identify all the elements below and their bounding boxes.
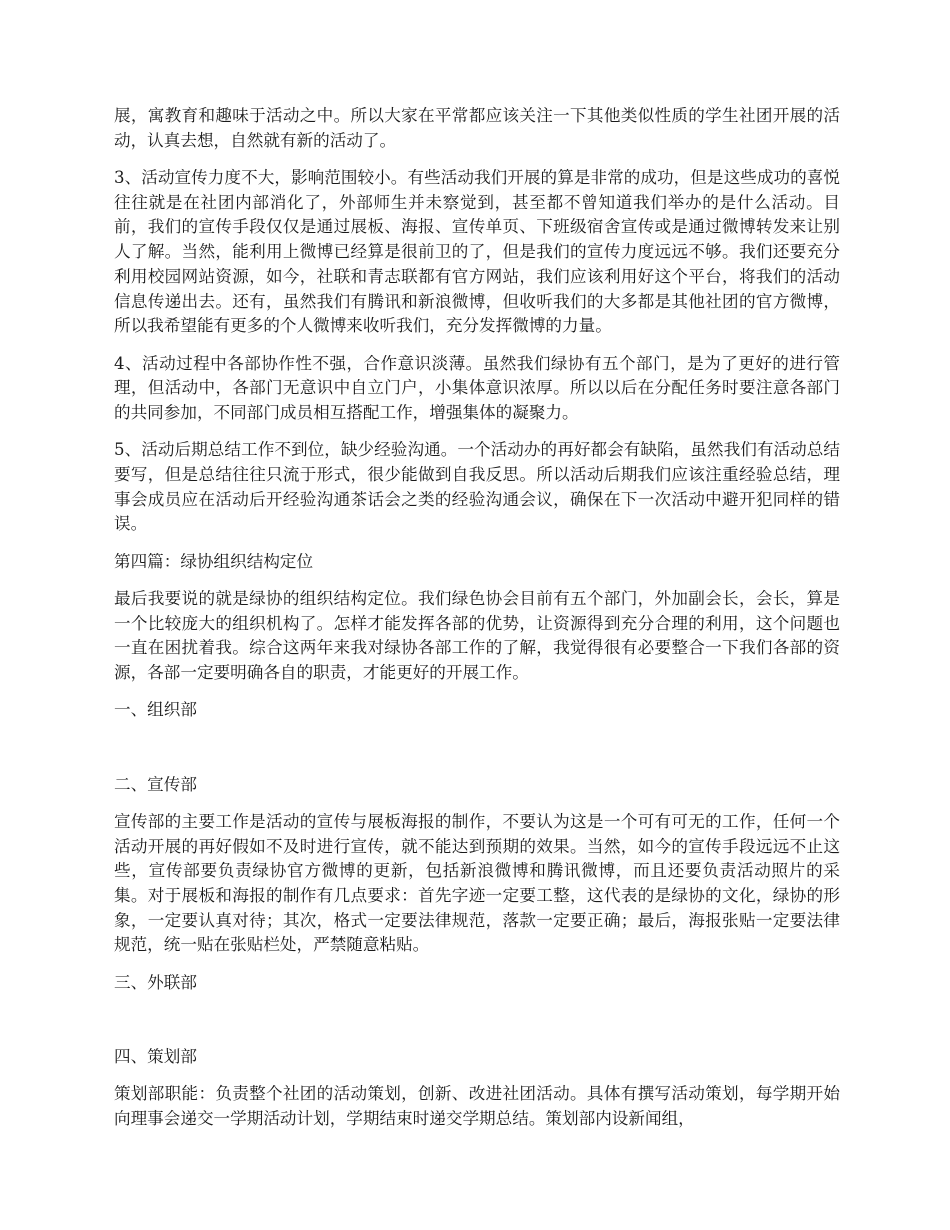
subheading-planning-dept: 四、策划部: [114, 1047, 197, 1067]
subheading-publicity-dept: 二、宣传部: [114, 774, 197, 794]
document-body: [114, 104, 840, 1144]
paragraph-point-3: 3、活动宣传力度不大，影响范围较小。有些活动我们开展的算是非常的成功，但是这些成功的喜悦往往就是在社团内部消化了，外部师生并未察觉到，甚至都不曾知道我们举办的是什么活动。目前，我们的宣传手段仅仅是通过展板、海报、宣传单页、下班级宿舍宣传或是通过微博转发来让别人了解。当然，能利用上微博已经算是很前卫的了，但是我们的宣传力度远远不够。我们还要充分利用校园网站资源，如今，社联和青志联都有官方网站，我们应该利用好这个平台，将我们的活动信息传递出去。还有，虽然我们有腾讯和新浪微博，但收听我们的大多都是其他社团的官方微博，所以我希望能有更多的个人微博来收听我们，充分发挥微博的力量。: [114, 168, 840, 336]
paragraph-publicity-dept: 宣传部的主要工作是活动的宣传与展板海报的制作，不要认为这是一个可有可无的工作，任何一个活动开展的再好假如不及时进行宣传，就不能达到预期的效果。当然，如今的宣传手段远远不止这些，宣传部要负责绿协官方微博的更新，包括新浪微博和腾讯微博，而且还要负责活动照片的采集。对于展板和海报的制作有几点要求：首先字迹一定要工整，这代表的是绿协的文化，绿协的形象，一定要认真对待；其次，格式一定要法律规范，落款一定要正确；最后，海报张贴一定要法律规范，统一贴在张贴栏处，严禁随意粘贴。: [114, 811, 840, 955]
section-heading-part-four: 第四篇：绿协组织结构定位: [114, 551, 314, 571]
paragraph-intro-continuation: 展，寓教育和趣味于活动之中。所以大家在平常都应该关注一下其他类似性质的学生社团开展的活动，认真去想，自然就有新的活动了。: [114, 106, 840, 150]
paragraph-point-5: 5、活动后期总结工作不到位，缺少经验沟通。一个活动办的再好都会有缺陷，虽然我们有活动总结要写，但是总结往往只流于形式，很少能做到自我反思。所以活动后期我们应该注重经验总结，理事会成员应在活动后开经验沟通茶话会之类的经验沟通会议，确保在下一次活动中避开犯同样的错误。: [114, 440, 840, 534]
subheading-external-relations-dept: 三、外联部: [114, 972, 197, 992]
paragraph-structure-intro: 最后我要说的就是绿协的组织结构定位。我们绿色协会目前有五个部门，外加副会长，会长，算是一个比较庞大的组织机构了。怎样才能发挥各部的优势，让资源得到充分合理的利用，这个问题也一直在困扰着我。综合这两年来我对绿协各部工作的了解，我觉得很有必要整合一下我们各部的资源，各部一定要明确各自的职责，才能更好的开展工作。: [114, 588, 840, 683]
blank-space: [114, 1008, 840, 1045]
paragraph-planning-dept: 策划部职能：负责整个社团的活动策划，创新、改进社团活动。具体有撰写活动策划，每学期开始向理事会递交一学期活动计划，学期结束时递交学期总结。策划部内设新闻组，: [114, 1084, 840, 1129]
paragraph-point-4: 4、活动过程中各部协作性不强，合作意识淡薄。虽然我们绿协有五个部门，是为了更好的进行管理，但活动中，各部门无意识中自立门户，小集体意识浓厚。所以以后在分配任务时要注意各部门的共同参加，不同部门成员相互搭配工作，增强集体的凝聚力。: [114, 353, 840, 422]
blank-space: [114, 736, 840, 773]
subheading-organization-dept: 一、组织部: [114, 700, 197, 720]
